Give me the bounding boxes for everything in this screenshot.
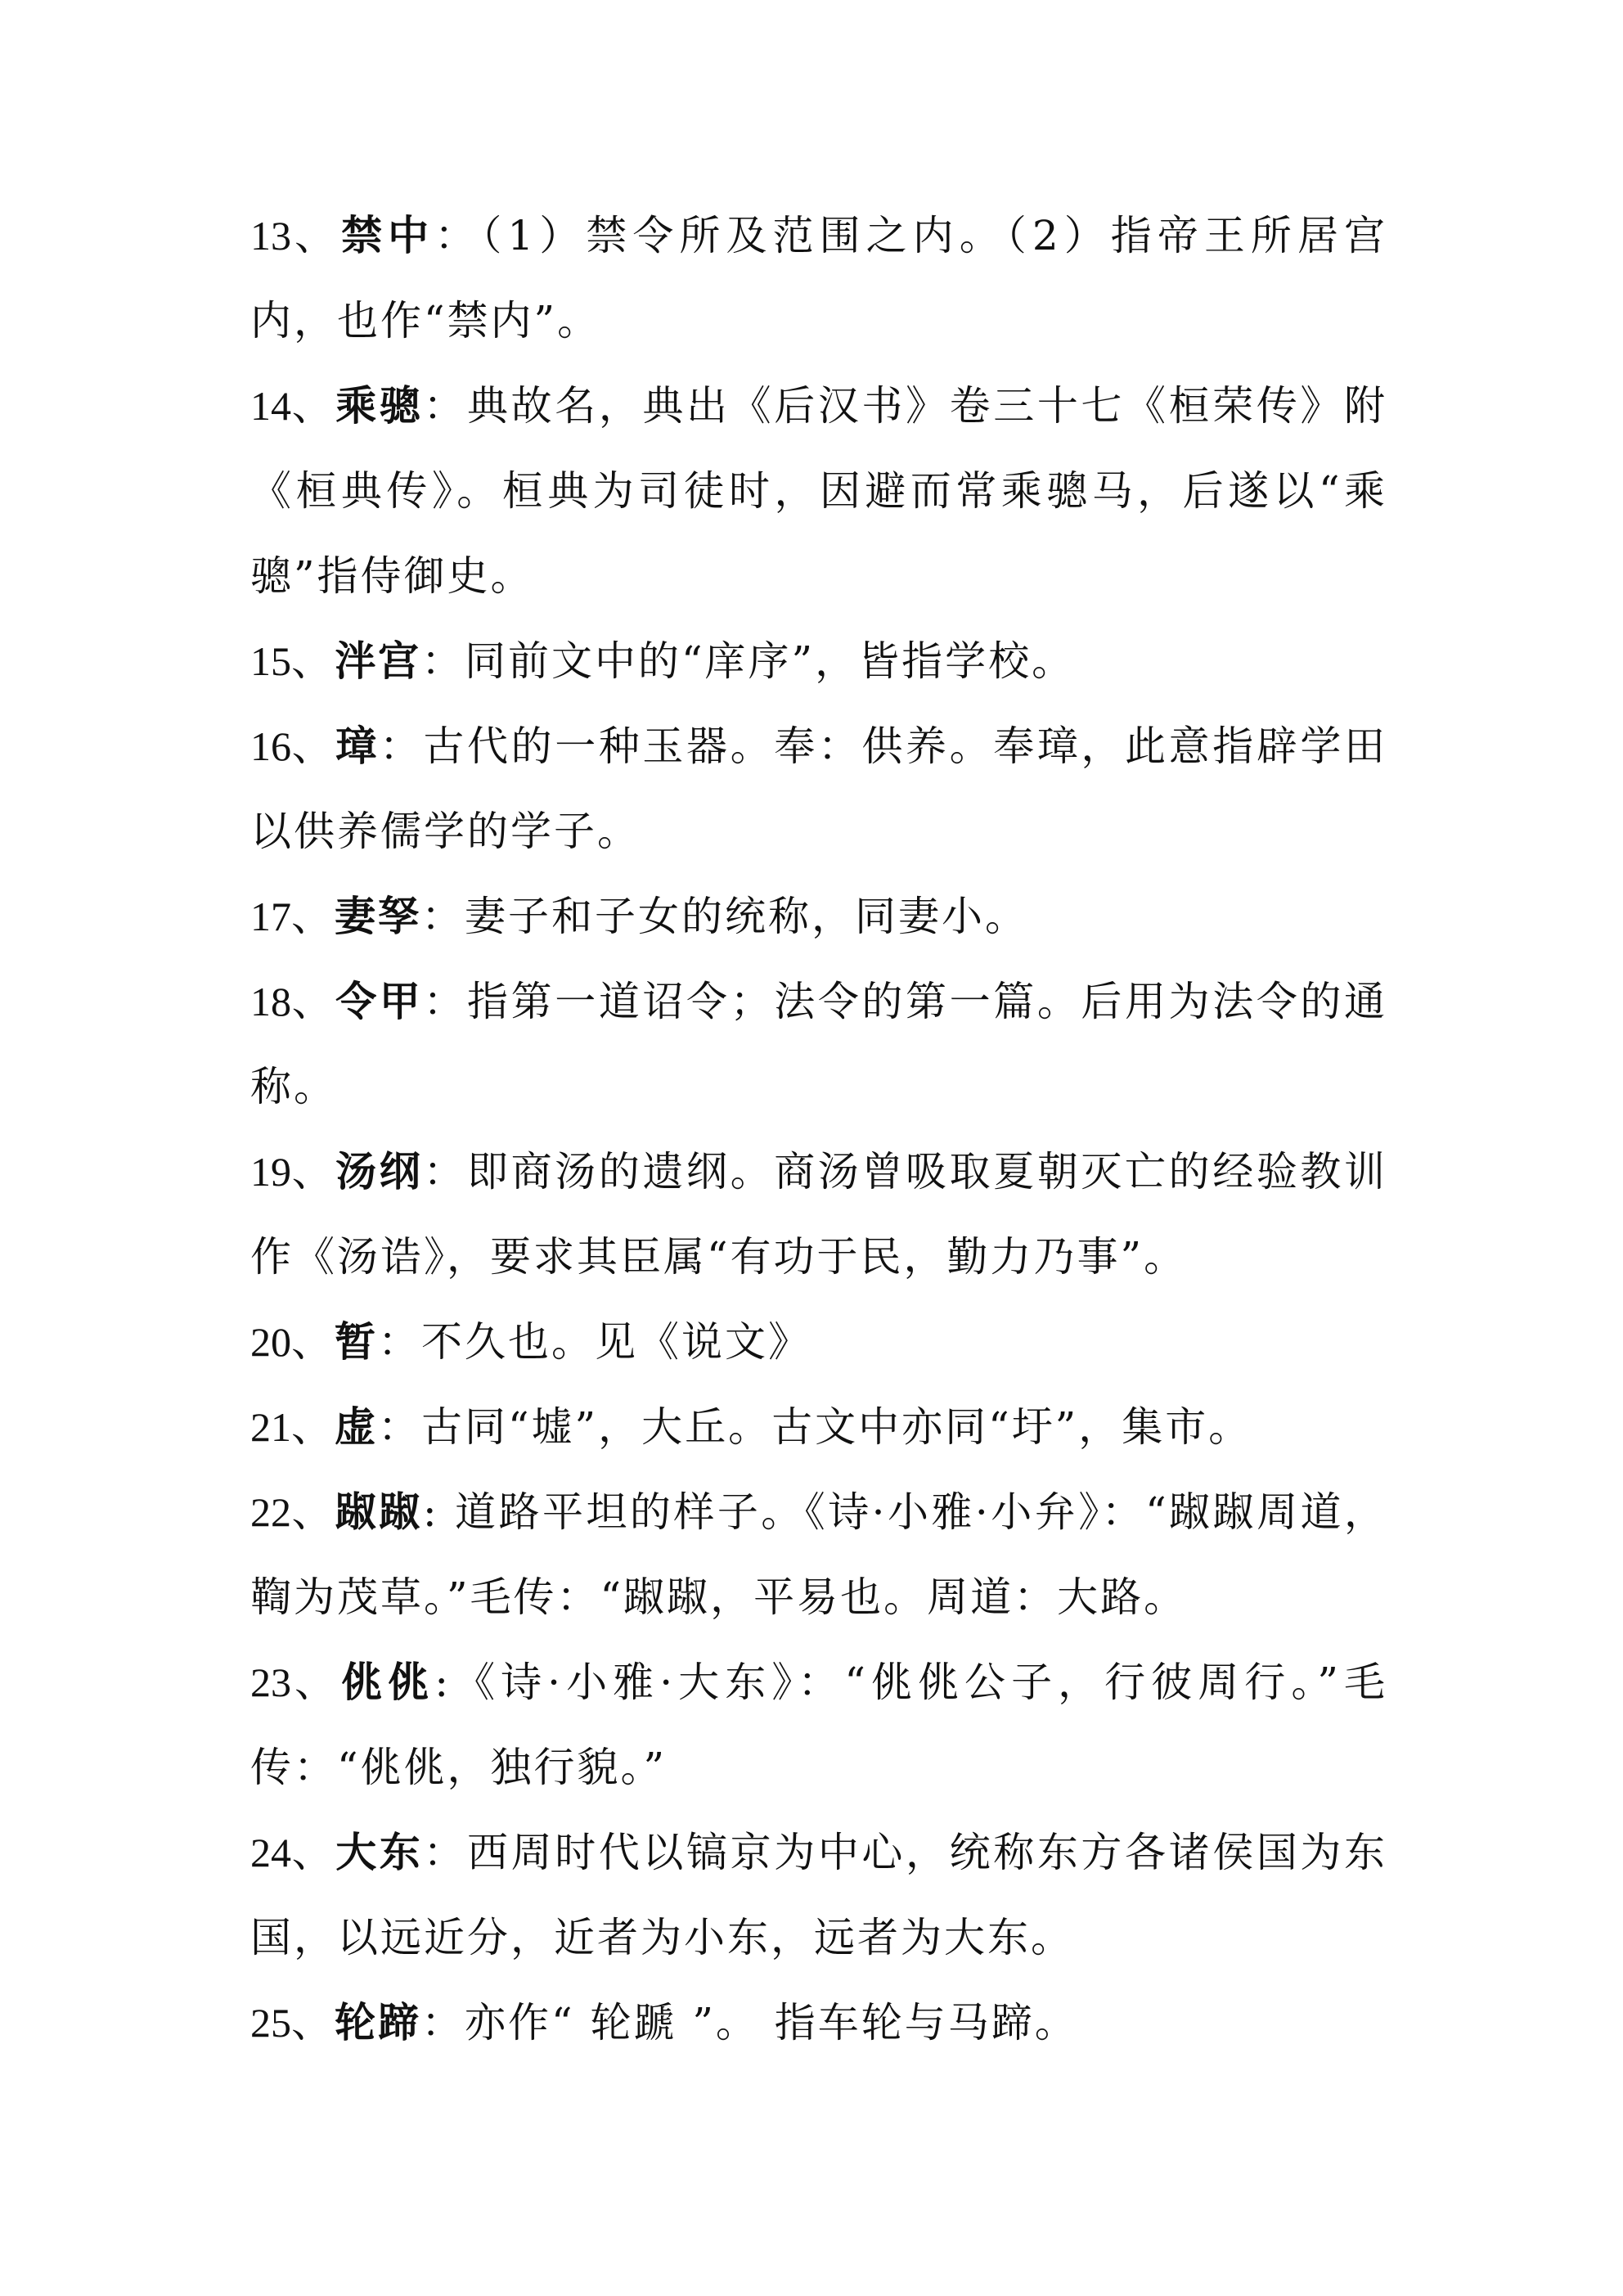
note-colon: ： bbox=[423, 1829, 468, 1876]
note-text: 古同“墟”，大丘。古文中亦同“圩”，集市。 bbox=[421, 1403, 1252, 1451]
note-14 bbox=[250, 363, 1387, 619]
note-term: 乘骢 bbox=[335, 381, 424, 430]
annotation-list bbox=[250, 193, 1387, 2065]
note-19 bbox=[250, 1129, 1387, 1299]
note-text: 道路平坦的样子。《诗·小雅·小弁》：“踧踧周道，鞫为茂草。”毛传：“踧踧，平易也。周道：大路。 bbox=[250, 1488, 1387, 1621]
note-colon: ： bbox=[421, 637, 465, 685]
note-separator: 、 bbox=[291, 1999, 335, 2046]
note-number: 24 bbox=[250, 1830, 291, 1875]
note-separator: 、 bbox=[291, 1488, 335, 1536]
note-22 bbox=[250, 1470, 1387, 1640]
note-separator: 、 bbox=[291, 212, 342, 259]
note-colon: ： bbox=[423, 382, 468, 430]
note-18 bbox=[250, 959, 1387, 1129]
note-24 bbox=[250, 1810, 1387, 1980]
note-text: 西周时代以镐京为中心，统称东方各诸侯国为东国，以远近分，近者为小东，远者为大东。 bbox=[250, 1829, 1388, 1961]
note-separator: 、 bbox=[291, 1659, 342, 1706]
note-text: 《诗·小雅·大东》：“佻佻公子，行彼周行。”毛传：“佻佻，独行貌。” bbox=[250, 1659, 1387, 1791]
note-term: 令甲 bbox=[335, 977, 424, 1025]
note-separator: 、 bbox=[291, 1403, 335, 1451]
note-number: 21 bbox=[250, 1404, 291, 1450]
note-term: 大东 bbox=[335, 1828, 424, 1876]
note-number: 17 bbox=[250, 894, 291, 939]
note-term: 暂 bbox=[335, 1317, 378, 1366]
note-number: 13 bbox=[250, 213, 291, 259]
note-23 bbox=[250, 1640, 1387, 1810]
note-term: 泮宫 bbox=[335, 637, 421, 685]
note-text: 指第一道诏令；法令的第一篇。后用为法令的通称。 bbox=[250, 978, 1388, 1110]
note-separator: 、 bbox=[291, 637, 335, 685]
note-term: 踧踧 bbox=[335, 1488, 423, 1536]
note-text: 不久也。见《说文》 bbox=[421, 1318, 812, 1366]
note-colon: ： bbox=[421, 893, 465, 940]
note-text: 妻子和子女的统称，同妻小。 bbox=[465, 893, 1028, 940]
note-number: 22 bbox=[250, 1489, 291, 1535]
note-separator: 、 bbox=[291, 723, 336, 770]
note-text: 典故名，典出《后汉书》卷三十七《桓荣传》附《桓典传》。桓典为司徒时，因避而常乘骢马，后遂以“乘骢”指侍御史。 bbox=[250, 382, 1388, 600]
note-text: 同前文中的“庠序”，皆指学校。 bbox=[465, 637, 1076, 685]
note-number: 16 bbox=[250, 723, 291, 769]
note-25 bbox=[250, 1980, 1387, 2065]
note-colon: ： bbox=[423, 1148, 468, 1195]
note-term: 妻孥 bbox=[335, 892, 421, 940]
note-number: 20 bbox=[250, 1319, 291, 1365]
note-separator: 、 bbox=[291, 893, 335, 940]
note-16 bbox=[250, 704, 1387, 874]
note-text: （1）禁令所及范围之内。（2）指帝王所居宫内，也作“禁内”。 bbox=[250, 212, 1388, 344]
note-number: 18 bbox=[250, 979, 291, 1024]
note-term: 禁中 bbox=[341, 211, 435, 259]
note-term: 佻佻 bbox=[341, 1658, 435, 1706]
note-separator: 、 bbox=[291, 1148, 336, 1195]
note-term: 虚 bbox=[335, 1402, 378, 1451]
note-number: 19 bbox=[250, 1149, 291, 1195]
note-number: 23 bbox=[250, 1659, 291, 1705]
note-number: 14 bbox=[250, 383, 291, 429]
note-colon: ： bbox=[379, 723, 424, 770]
note-separator: 、 bbox=[291, 1829, 336, 1876]
note-colon: ： bbox=[421, 1999, 465, 2046]
note-separator: 、 bbox=[291, 978, 336, 1025]
note-21 bbox=[250, 1384, 1387, 1470]
note-colon: ： bbox=[378, 1403, 421, 1451]
note-15 bbox=[250, 619, 1387, 704]
note-colon: : bbox=[422, 1488, 439, 1536]
note-text: 亦作“ 轮蹏 ”。 指车轮与马蹄。 bbox=[465, 1999, 1078, 2046]
note-separator: 、 bbox=[291, 1318, 335, 1366]
note-term: 璋 bbox=[335, 722, 380, 770]
note-colon: : bbox=[434, 1659, 452, 1706]
note-text: 古代的一种玉器。奉：供养。奉璋，此意指辟学田以供养儒学的学子。 bbox=[250, 723, 1388, 855]
note-colon: ： bbox=[378, 1318, 421, 1366]
note-term: 轮蹄 bbox=[335, 1998, 421, 2046]
note-colon: ： bbox=[434, 212, 482, 259]
note-term: 汤纲 bbox=[335, 1147, 424, 1195]
note-20 bbox=[250, 1299, 1387, 1384]
note-colon: ： bbox=[423, 978, 468, 1025]
note-17 bbox=[250, 874, 1387, 959]
note-separator: 、 bbox=[291, 382, 336, 430]
note-number: 15 bbox=[250, 638, 291, 684]
note-number: 25 bbox=[250, 2000, 291, 2046]
note-13 bbox=[250, 193, 1387, 363]
note-text: 即商汤的遗纲。商汤曾吸取夏朝灭亡的经验教训作《汤诰》，要求其臣属“有功于民，勤力乃事”。 bbox=[250, 1148, 1388, 1281]
